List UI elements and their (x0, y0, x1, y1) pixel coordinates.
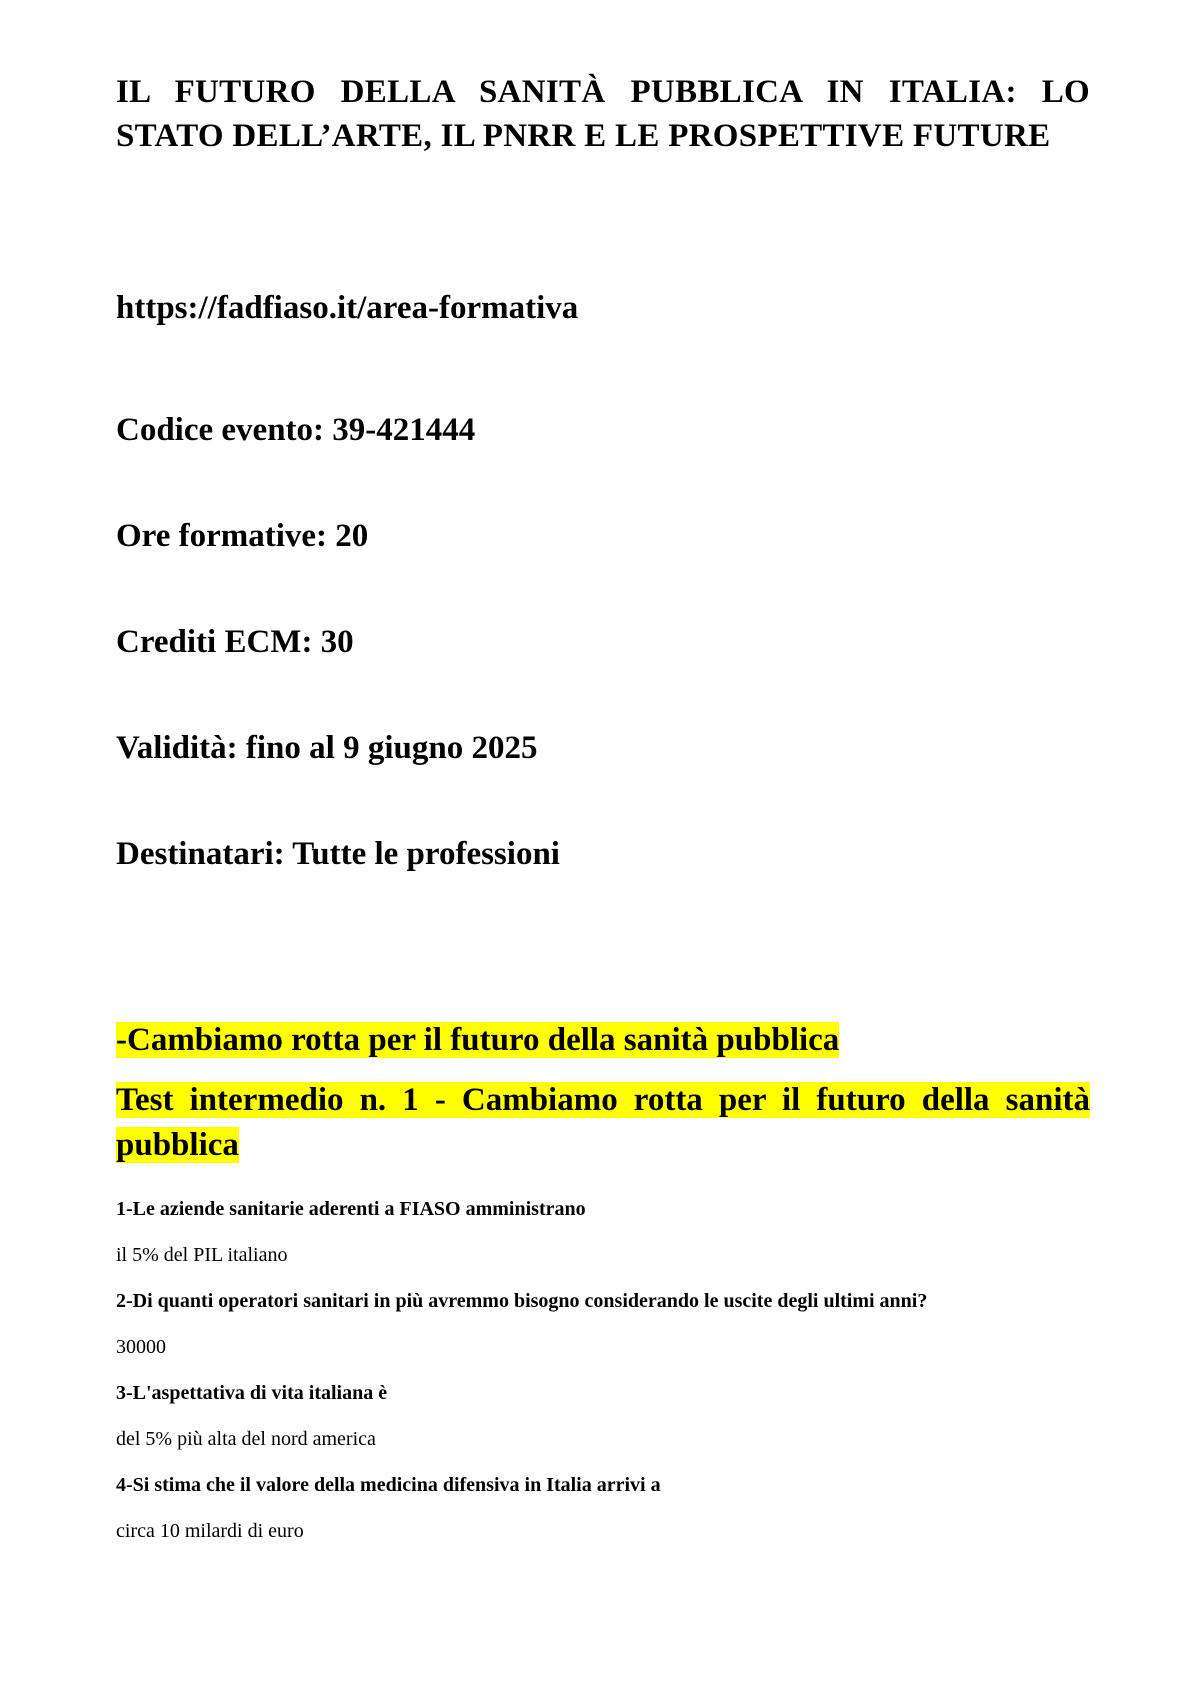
answer-2: 30000 (116, 1336, 166, 1358)
answer-4: circa 10 milardi di euro (116, 1520, 304, 1542)
answer-3: del 5% più alta del nord america (116, 1428, 376, 1450)
section-title-text: -Cambiamo rotta per il futuro della sanità pubblica (116, 1022, 840, 1058)
recipients: Destinatari: Tutte le professioni (116, 836, 560, 872)
course-url: https://fadfiaso.it/area-formativa (116, 290, 579, 326)
question-2: 2-Di quanti operatori sanitari in più avremmo bisogno considerando le uscite degli ultimi anni? (116, 1290, 928, 1312)
training-hours: Ore formative: 20 (116, 518, 369, 554)
test-title-text: Test intermedio n. 1 - Cambiamo rotta per il futuro della sanità pubblica (116, 1082, 1090, 1163)
document-page (116, 70, 1090, 1542)
question-1: 1-Le aziende sanitarie aderenti a FIASO amministrano (116, 1198, 586, 1220)
ecm-credits: Crediti ECM: 30 (116, 624, 354, 660)
validity: Validità: fino al 9 giugno 2025 (116, 730, 538, 766)
test-title (116, 1078, 1090, 1168)
question-3: 3-L'aspettativa di vita italiana è (116, 1382, 388, 1404)
question-4: 4-Si stima che il valore della medicina difensiva in Italia arrivi a (116, 1474, 661, 1496)
document-title: IL FUTURO DELLA SANITÀ PUBBLICA IN ITALIA: LO STATO DELL’ARTE, IL PNRR E LE PROSPETTIVE FUTURE (116, 74, 1090, 154)
section-title (116, 1018, 839, 1062)
event-code: Codice evento: 39-421444 (116, 412, 476, 448)
answer-1: il 5% del PIL italiano (116, 1244, 288, 1266)
